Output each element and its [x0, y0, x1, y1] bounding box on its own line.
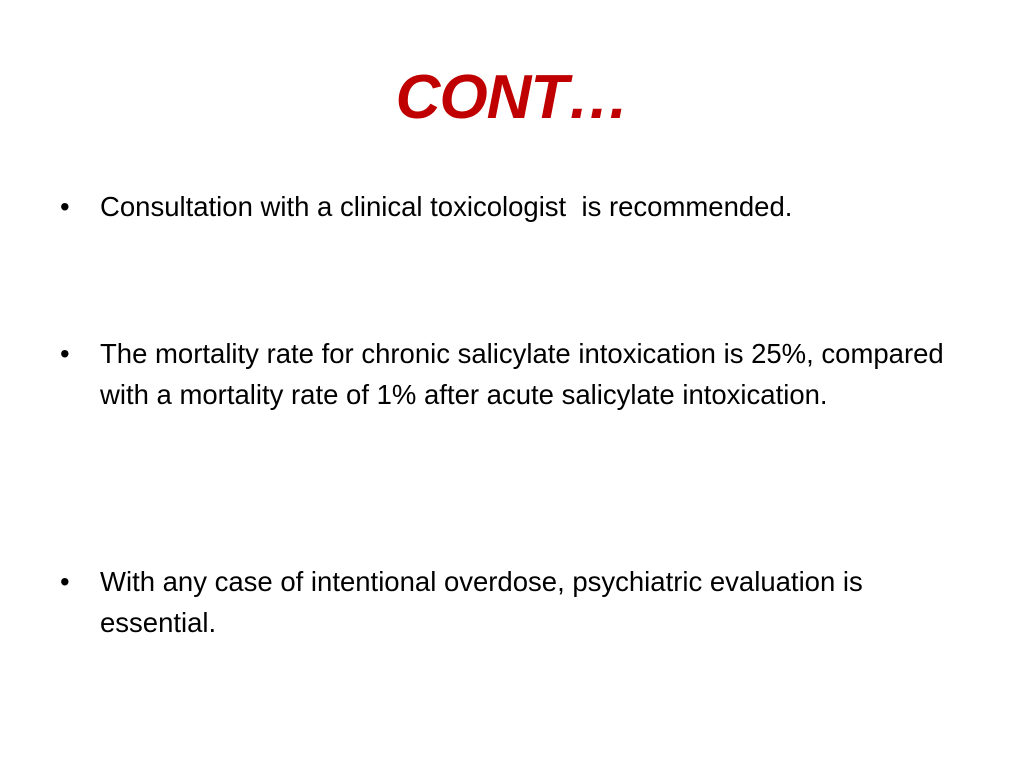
bullet-text: Consultation with a clinical toxicologist is recommended.	[100, 191, 793, 222]
bullet-item-mortality	[60, 333, 960, 415]
bullet-text: The mortality rate for chronic salicylate intoxication is 25%, compared with a mortality rate of 1% after acute salicylate intoxication.	[100, 338, 952, 410]
bullet-dot-icon: •	[60, 191, 70, 222]
bullet-dot-icon: •	[60, 566, 70, 597]
slide-title: CONT…	[395, 63, 629, 132]
bullet-text: With any case of intentional overdose, psychiatric evaluation is essential.	[100, 566, 871, 638]
bullet-dot-icon: •	[60, 338, 70, 369]
bullet-item-consultation	[60, 186, 960, 227]
bullet-item-psychiatric	[60, 561, 960, 643]
